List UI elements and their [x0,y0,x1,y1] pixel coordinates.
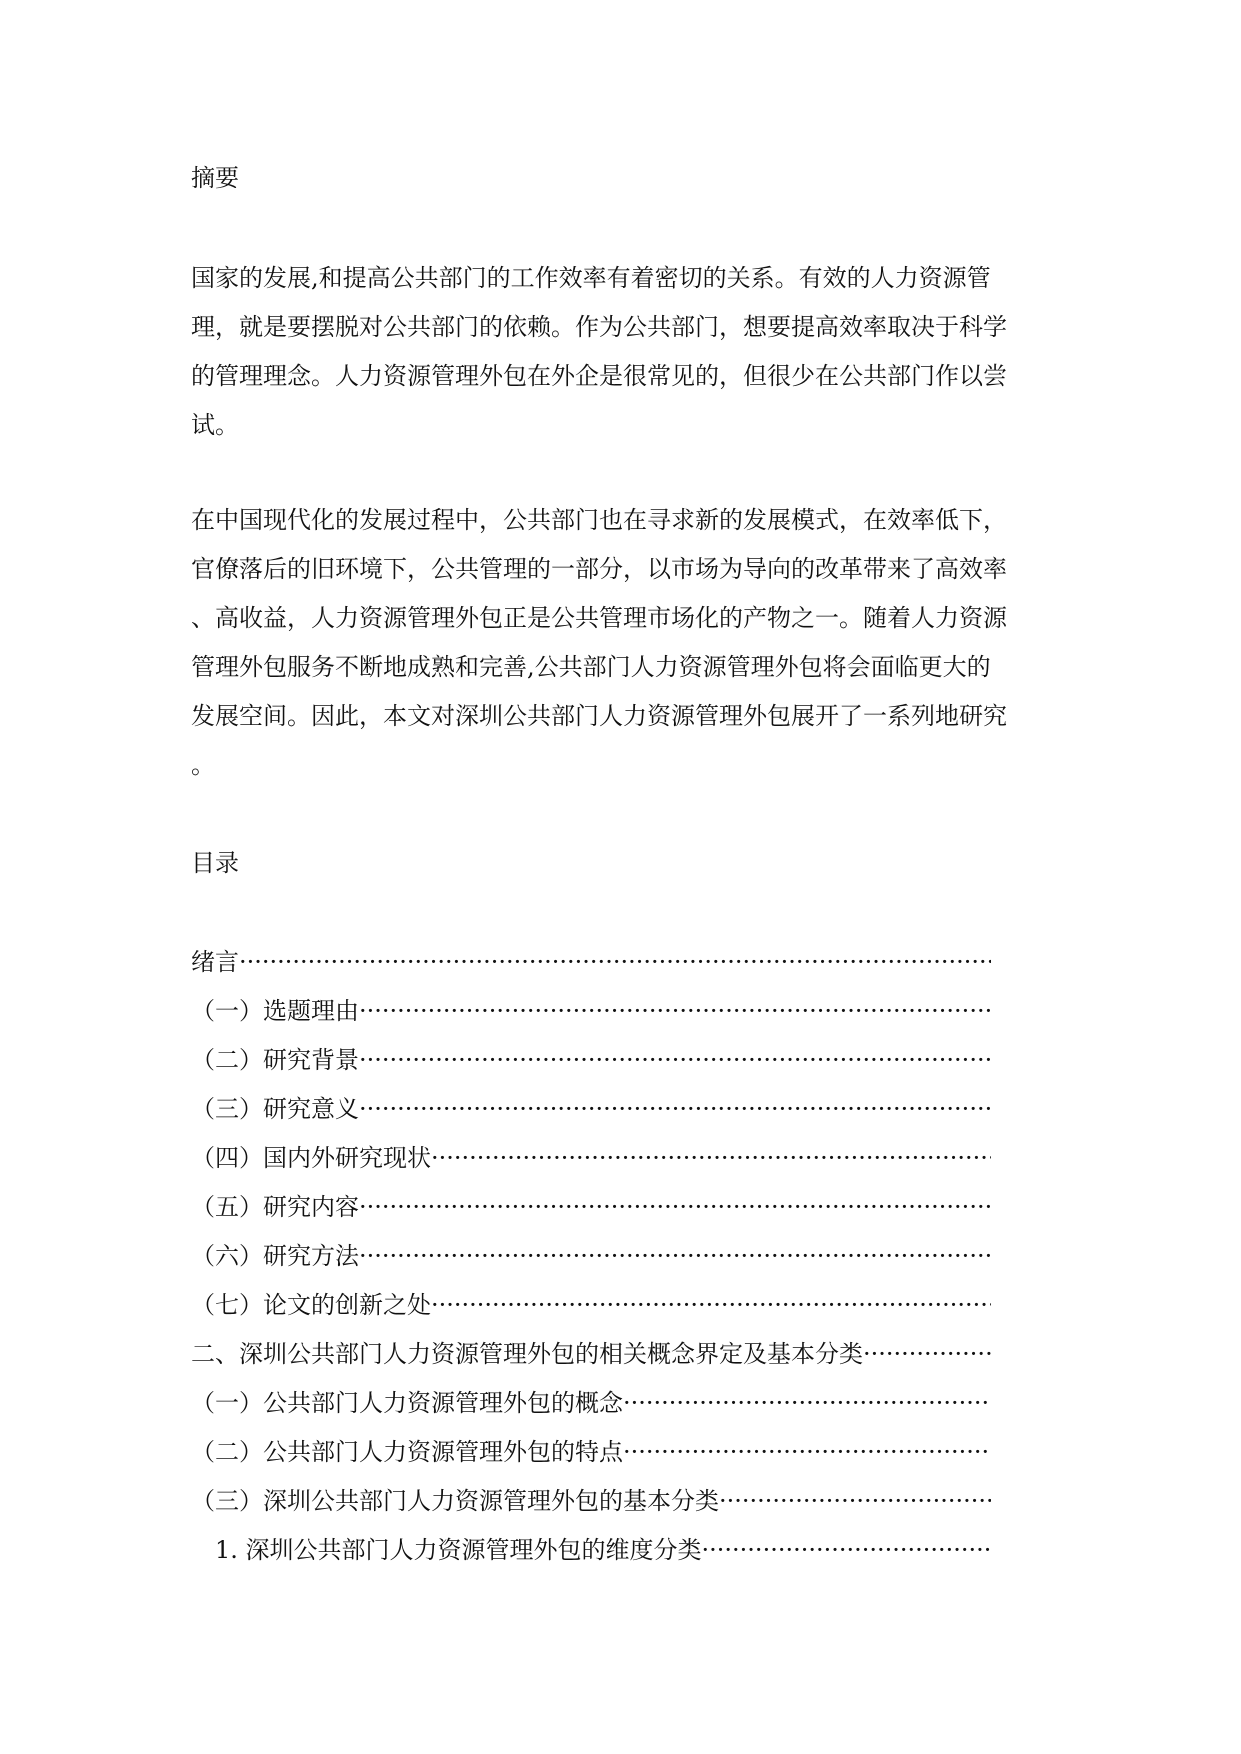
paragraph-line: 在中国现代化的发展过程中，公共部门也在寻求新的发展模式，在效率低下， [191,506,1007,534]
toc-entry[interactable] [191,1134,991,1183]
toc-dot-leader [359,987,991,1036]
paragraph-line: 的管理理念。人力资源管理外包在外企是很常见的，但很少在公共部门作以尝 [191,362,1007,390]
toc-entry-label: （六）研究方法 [191,1242,359,1270]
paragraph-line: 、高收益，人力资源管理外包正是公共管理市场化的产物之一。随着人力资源 [191,604,1007,632]
abstract-paragraph-2 [191,496,1051,790]
toc-entry-label: （二）研究背景 [191,1046,359,1074]
abstract-paragraph-1 [191,254,1051,450]
toc-dot-leader [359,1232,991,1281]
toc-dot-leader [719,1477,991,1526]
toc-entry-label: （一）公共部门人力资源管理外包的概念 [191,1389,623,1417]
toc-entry-label: （二）公共部门人力资源管理外包的特点 [191,1438,623,1466]
toc-entry-label: （三）研究意义 [191,1095,359,1123]
paragraph-line: 。 [191,751,215,779]
toc-dot-leader [359,1183,991,1232]
toc-dot-leader [702,1526,991,1575]
toc-entry[interactable] [191,987,991,1036]
toc-dot-leader [359,1085,991,1134]
toc-entry[interactable] [191,1085,991,1134]
toc-dot-leader [239,938,991,987]
toc-dot-leader [359,1036,991,1085]
toc-entry-label: 绪言 [191,948,239,976]
paragraph-line: 理，就是要摆脱对公共部门的依赖。作为公共部门，想要提高效率取决于科学 [191,313,1007,341]
toc-entry[interactable] [191,938,991,987]
toc-entry-label: 1. 深圳公共部门人力资源管理外包的维度分类 [215,1536,702,1564]
paragraph-line: 试。 [191,411,239,439]
toc-entry-label: （一）选题理由 [191,997,359,1025]
table-of-contents [191,938,991,1575]
toc-entry[interactable] [191,1036,991,1085]
toc-dot-leader [863,1330,991,1379]
toc-entry[interactable] [191,1379,991,1428]
paragraph-line: 国家的发展,和提高公共部门的工作效率有着密切的关系。有效的人力资源管 [191,264,991,292]
paragraph-line: 发展空间。因此，本文对深圳公共部门人力资源管理外包展开了一系列地研究 [191,702,1007,730]
toc-dot-leader [431,1134,991,1183]
toc-heading: 目录 [191,849,239,877]
toc-entry-label: （三）深圳公共部门人力资源管理外包的基本分类 [191,1487,719,1515]
toc-entry[interactable] [191,1281,991,1330]
toc-dot-leader [623,1379,991,1428]
paragraph-line: 官僚落后的旧环境下，公共管理的一部分，以市场为导向的改革带来了高效率 [191,555,1007,583]
toc-dot-leader [623,1428,991,1477]
toc-dot-leader [431,1281,991,1330]
paragraph-line: 管理外包服务不断地成熟和完善,公共部门人力资源管理外包将会面临更大的 [191,653,991,681]
toc-entry[interactable] [191,1428,991,1477]
toc-entry[interactable] [191,1526,991,1575]
toc-entry-label: 二、深圳公共部门人力资源管理外包的相关概念界定及基本分类 [191,1340,863,1368]
toc-entry-label: （五）研究内容 [191,1193,359,1221]
toc-entry[interactable] [191,1477,991,1526]
abstract-heading: 摘要 [191,164,239,192]
toc-entry[interactable] [191,1330,991,1379]
toc-entry[interactable] [191,1232,991,1281]
toc-entry[interactable] [191,1183,991,1232]
toc-entry-label: （四）国内外研究现状 [191,1144,431,1172]
toc-entry-label: （七）论文的创新之处 [191,1291,431,1319]
